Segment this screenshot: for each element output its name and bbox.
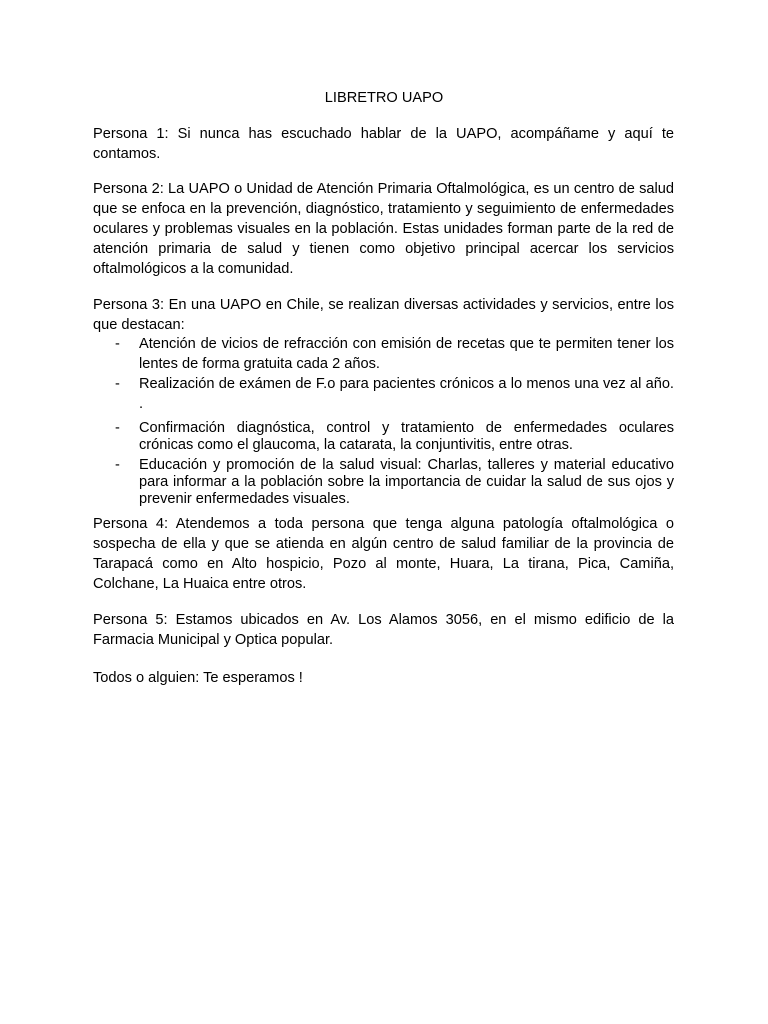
document-title: LIBRETRO UAPO — [324, 90, 444, 106]
list-item-text: Educación y promoción de la salud visual: Charlas, talleres y material educativo para informar a la población sobre la importancia de cuidar la salud de sus ojos y prevenir enfermedades visuales. — [139, 457, 674, 507]
list-item — [93, 334, 674, 374]
list-dash: - — [115, 457, 120, 473]
list-item-text: Realización de exámen de F.o para pacientes crónicos a lo menos una vez al año. . — [139, 376, 674, 412]
list-dash: - — [115, 336, 120, 352]
list-dash: - — [115, 420, 120, 436]
list-item — [93, 457, 674, 508]
paragraph-persona-2: Persona 2: La UAPO o Unidad de Atención Primaria Oftalmológica, es un centro de salud que se enfoca en la prevención, diagnóstico, tratamiento y seguimiento de enfermedades oculares y problemas visuales en la población. Estas unidades forman parte de la red de atención primaria de salud y tienen como objetivo principal acercar los servicios oftalmológicos a la comunidad. — [93, 181, 674, 277]
list-item — [93, 374, 674, 414]
paragraph-persona-3: Persona 3: En una UAPO en Chile, se realizan diversas actividades y servicios, entre los que destacan: — [93, 297, 674, 333]
list-item — [93, 420, 674, 454]
paragraph-closing: Todos o alguien: Te esperamos ! — [93, 670, 303, 686]
list-dash: - — [115, 376, 120, 392]
paragraph-persona-4: Persona 4: Atendemos a toda persona que tenga alguna patología oftalmológica o sospecha de ella y que se atienda en algún centro de salud familiar de la provincia de Tarapacá como en Alto hospicio, Pozo al monte, Huara, La tirana, Pica, Camiña, Colchane, La Huaica entre otros. — [93, 516, 674, 592]
list-item-text: Confirmación diagnóstica, control y tratamiento de enfermedades oculares crónicas como el glaucoma, la catarata, la conjuntivitis, entre otras. — [139, 420, 674, 453]
list-item-text: Atención de vicios de refracción con emisión de recetas que te permiten tener los lentes de forma gratuita cada 2 años. — [139, 336, 674, 372]
paragraph-persona-1: Persona 1: Si nunca has escuchado hablar de la UAPO, acompáñame y aquí te contamos. — [93, 126, 674, 162]
services-list — [93, 334, 674, 508]
paragraph-persona-5: Persona 5: Estamos ubicados en Av. Los Alamos 3056, en el mismo edificio de la Farmacia Municipal y Optica popular. — [93, 612, 674, 648]
